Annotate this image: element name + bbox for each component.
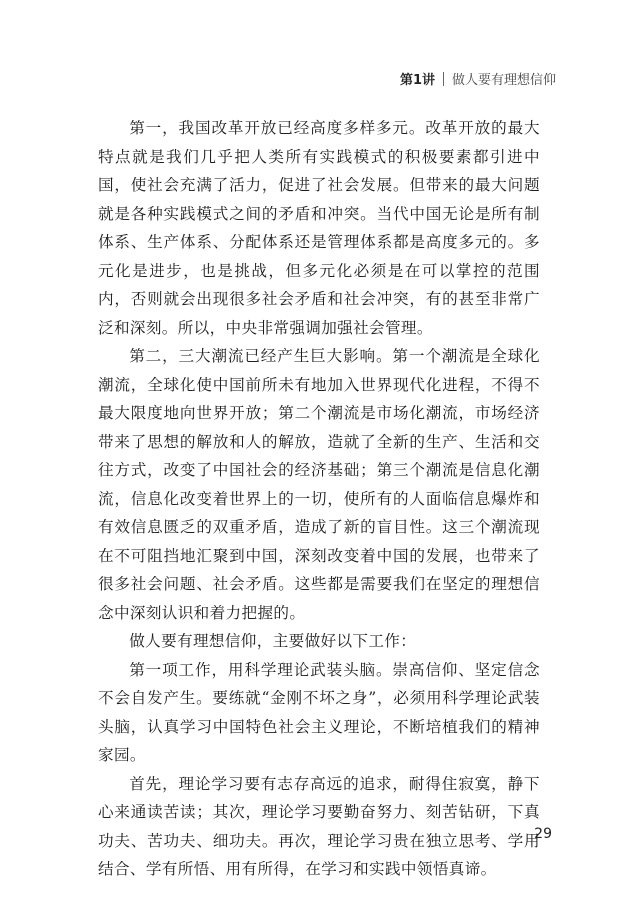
lecture-number: 第1讲 [399,73,435,88]
running-header [400,69,556,88]
chapter-title: 做人要有理想信仰 [451,73,556,88]
paragraph-2: 第二，三大潮流已经产生巨大影响。第一个潮流是全球化潮流，全球化使中国前所未有地加入世界现代化进程，不得不最大限度地向世界开放；第二个潮流是市场化潮流，市场经济带来了思想的解放和人的解放，造就了全新的生产、生活和交往方式，改变了中国社会的经济基础；第三个潮流是信息化潮流，信息化改变着世界上的一切，使所有的人面临信息爆炸和有效信息匮乏的双重矛盾，造成了新的盲目性。这三个潮流现在不可阻挡地汇聚到中国，深刻改变着中国的发展，也带来了很多社会问题、社会矛盾。这些都是需要我们在坚定的理想信念中深刻认识和着力把握的。 [98,347,540,622]
body-text [98,114,540,884]
page-number: 29 [534,826,552,842]
paragraph-3: 做人要有理想信仰，主要做好以下工作： [129,632,417,650]
paragraph-1: 第一，我国改革开放已经高度多样多元。改革开放的最大特点就是我们几乎把人类所有实践模式的积极要素都引进中国，使社会充满了活力，促进了社会发展。但带来的最大问题就是各种实践模式之间的矛盾和冲突。当代中国无论是所有制体系、生产体系、分配体系还是管理体系都是高度多元的。多元化是进步，也是挑战，但多元化必须是在可以掌控的范围内，否则就会出现很多社会矛盾和社会冲突，有的甚至非常广泛和深刻。所以，中央非常强调加强社会管理。 [98,119,540,337]
paragraph-5: 首先，理论学习要有志存高远的追求，耐得住寂寞，静下心来通读苦读；其次，理论学习要勤奋努力、刻苦钻研，下真功夫、苦功夫、细功夫。再次，理论学习贵在独立思考、学用结合、学有所悟、用有所得，在学习和实践中领悟真谛。 [98,774,540,878]
header-divider [443,72,444,86]
paragraph-4: 第一项工作，用科学理论武装头脑。崇高信仰、坚定信念不会自发产生。要练就“金刚不坏之身”，必须用科学理论武装头脑，认真学习中国特色社会主义理论，不断培植我们的精神家园。 [98,660,540,764]
